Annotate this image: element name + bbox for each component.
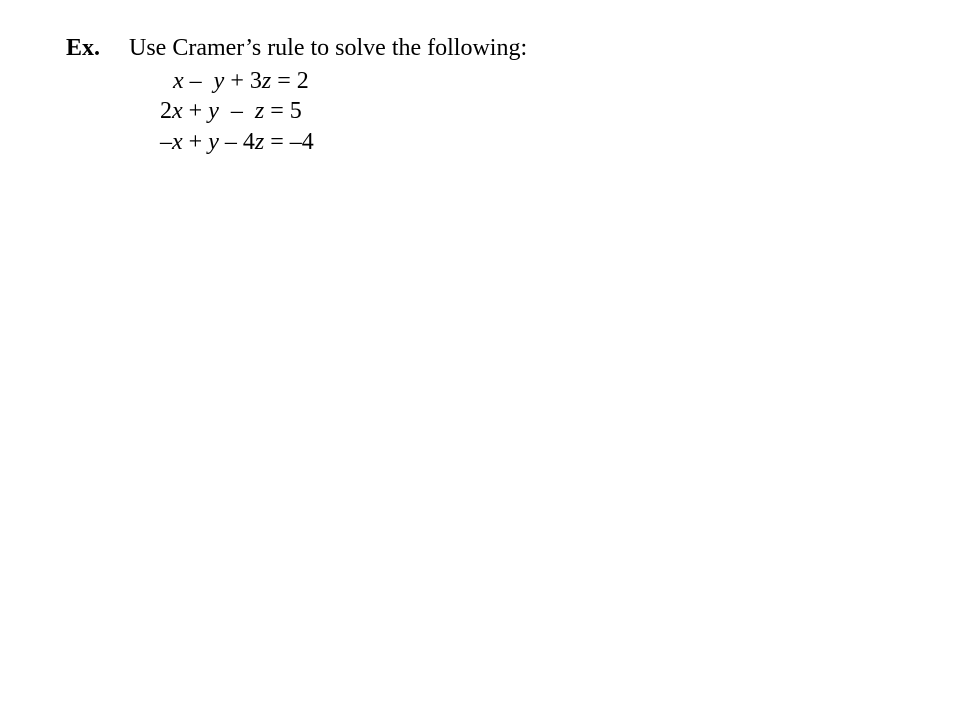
equation-variable: x bbox=[173, 68, 184, 94]
equation-variable: z bbox=[254, 129, 265, 155]
equation-term: – bbox=[218, 98, 255, 124]
equation-term: – bbox=[160, 129, 172, 155]
equation-variable: z bbox=[254, 98, 265, 124]
example-instruction: Use Cramer’s rule to solve the following: bbox=[129, 35, 528, 61]
equation-term: + bbox=[182, 129, 209, 155]
equation-1 bbox=[173, 67, 309, 95]
equation-term: + 3 bbox=[224, 68, 262, 94]
equation-term: – 4 bbox=[218, 129, 255, 155]
equation-term: 2 bbox=[160, 98, 172, 124]
equation-term: – bbox=[183, 68, 214, 94]
example-label: Ex. bbox=[66, 35, 101, 61]
equation-variable: y bbox=[213, 68, 225, 94]
equation-variable: x bbox=[172, 98, 183, 124]
equation-variable: y bbox=[208, 98, 219, 124]
equation-variable: y bbox=[208, 129, 219, 155]
equation-term: = 2 bbox=[271, 68, 309, 94]
equation-variable: z bbox=[261, 68, 272, 94]
equation-term: + bbox=[182, 98, 209, 124]
equation-term: = –4 bbox=[264, 129, 314, 155]
equation-term: = 5 bbox=[264, 98, 302, 124]
equation-2 bbox=[160, 97, 302, 125]
equation-3 bbox=[160, 128, 314, 156]
equation-variable: x bbox=[172, 129, 183, 155]
